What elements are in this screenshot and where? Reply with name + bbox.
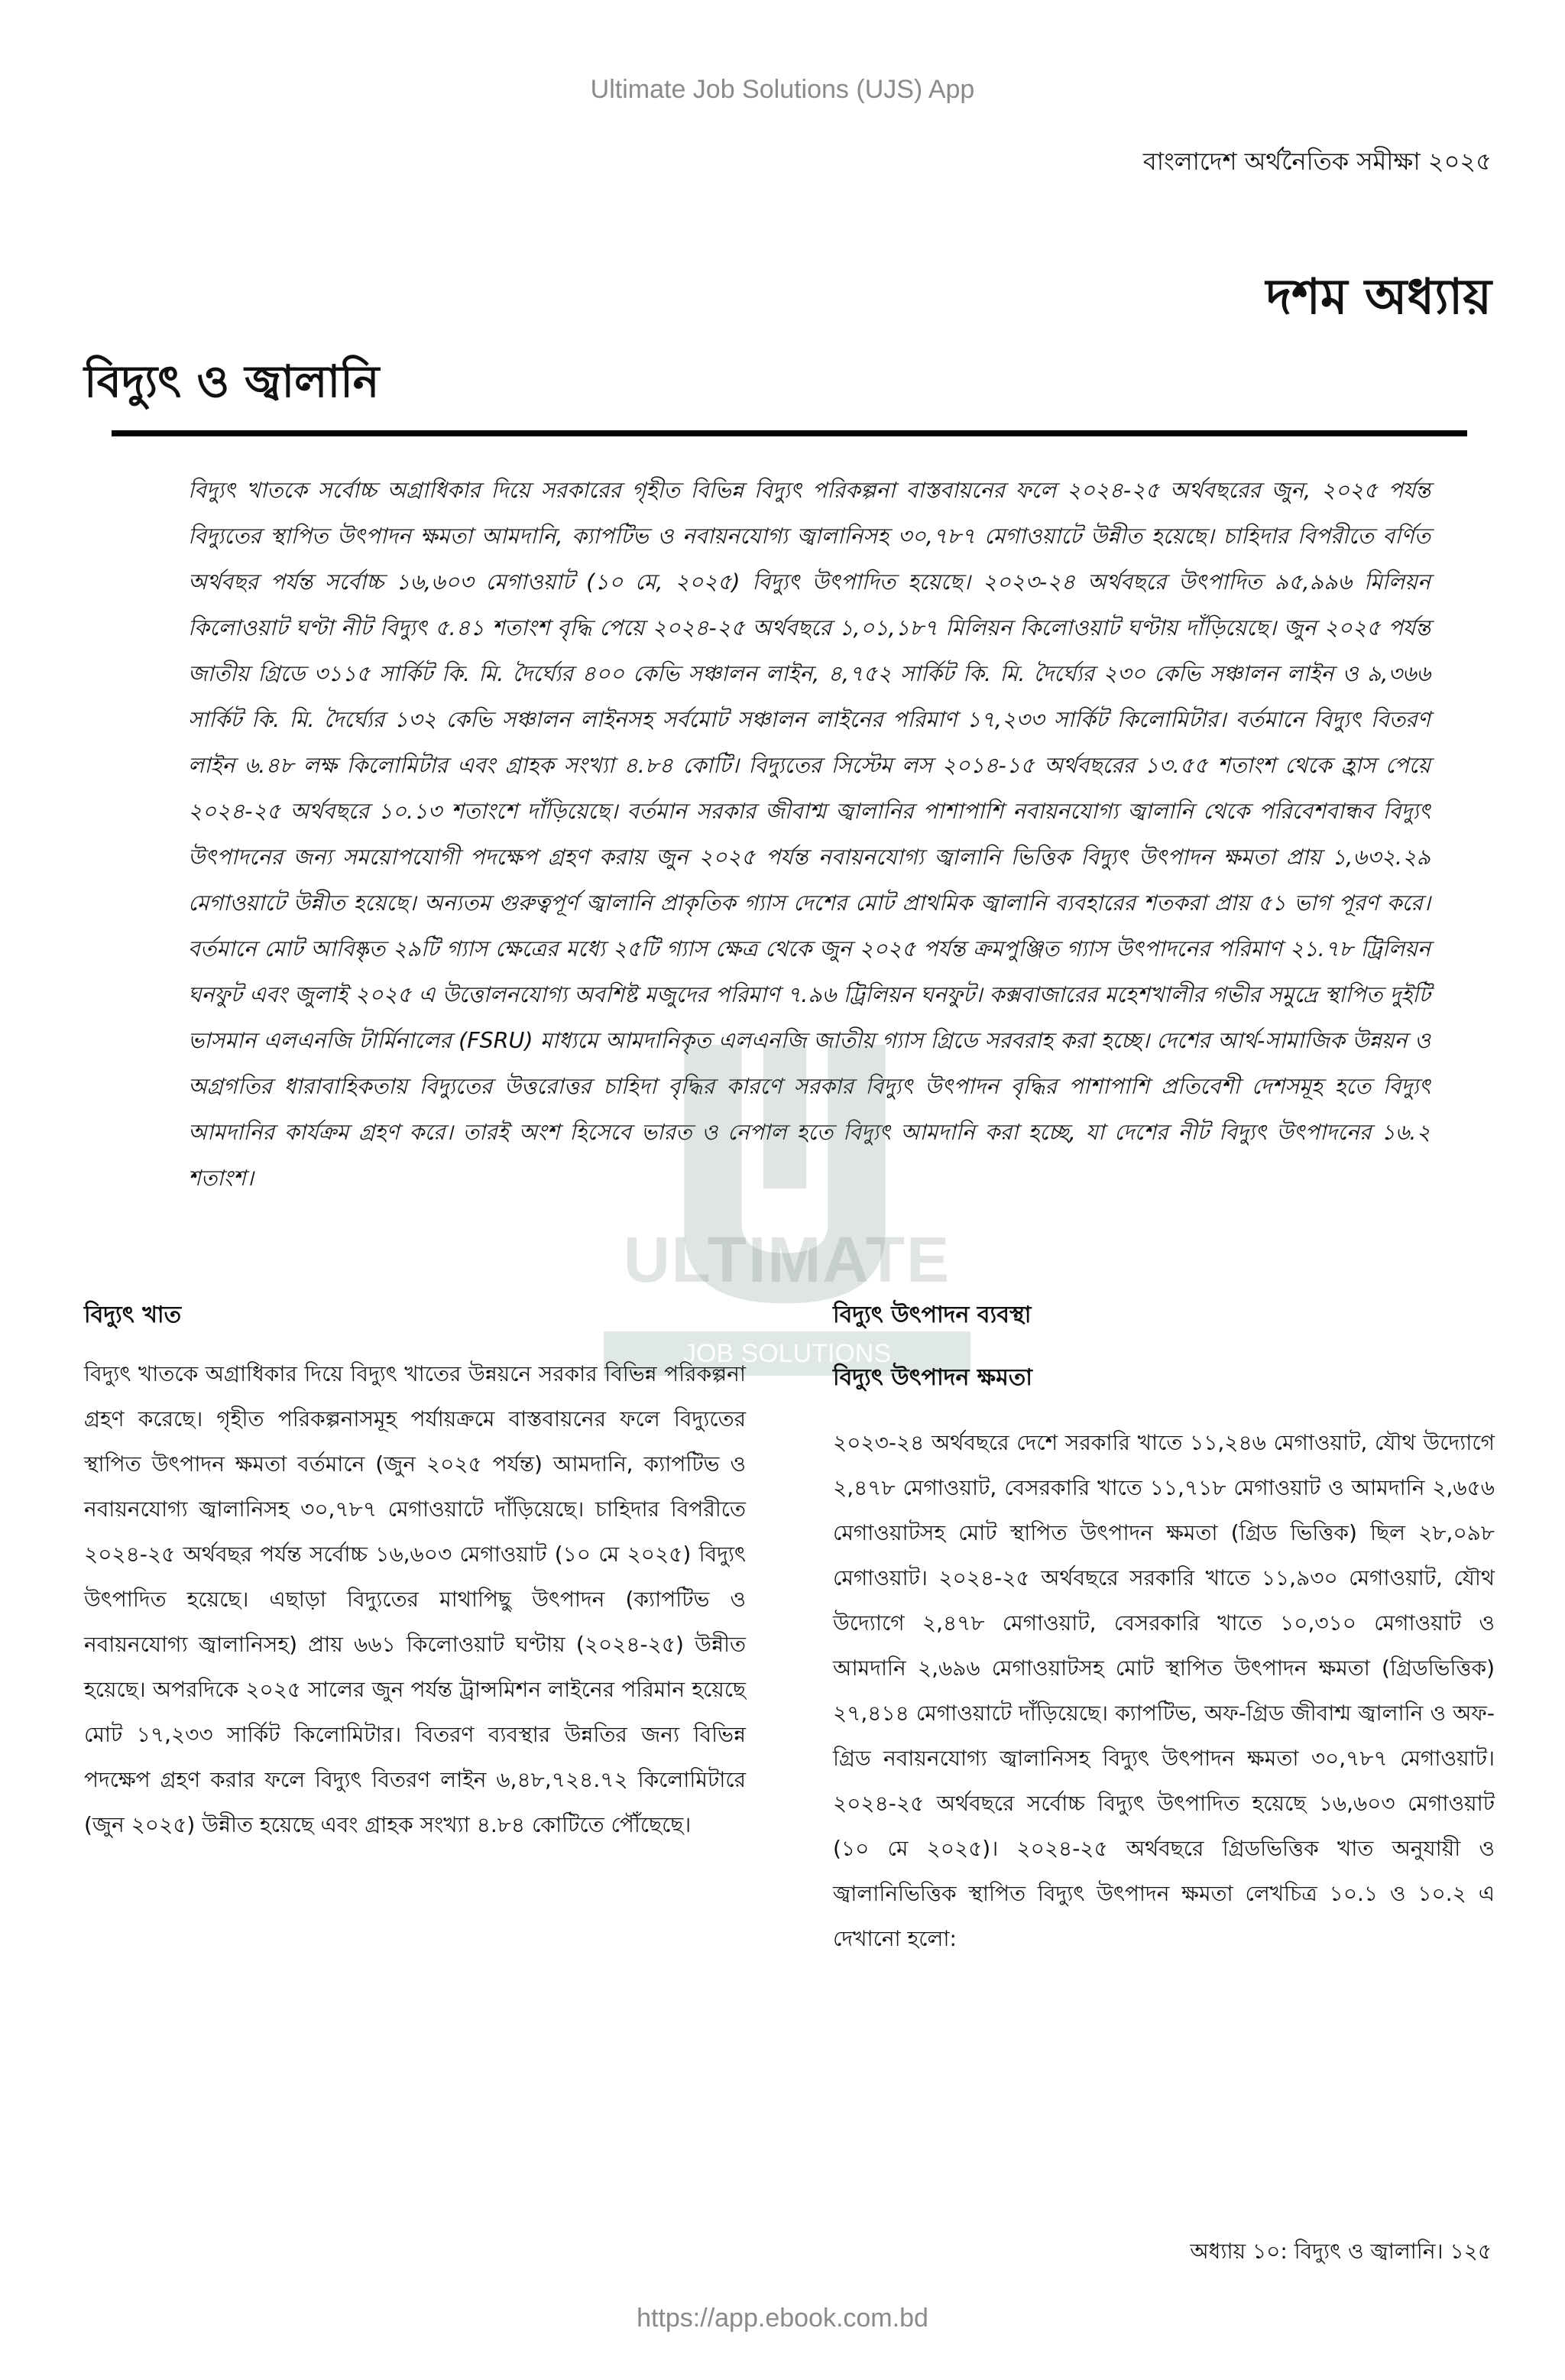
page-footer-label: অধ্যায় ১০: বিদ্যুৎ ও জ্বালানি। ১২৫ — [1190, 2239, 1492, 2264]
watermark-text: ULTIMATE — [623, 1224, 951, 1295]
power-sector-paragraph: বিদ্যুৎ খাতকে অগ্রাধিকার দিয়ে বিদ্যুৎ খাতের উন্নয়নে সরকার বিভিন্ন পরিকল্পনা গ্রহণ করেছে। গৃহীত পরিকল্পনাসমূহ পর্যায়ক্রমে বাস্তবায়নের ফলে বিদ্যুতের স্থাপিত উৎপাদন ক্ষমতা বর্তমানে (জুন ২০২৫ পর্যন্ত) আমদানি, ক্যাপটিভ ও নবায়নযোগ্য জ্বালানিসহ ৩০,৭৮৭ মেগাওয়াটে দাঁড়িয়েছে। চাহিদার বিপরীতে ২০২৪-২৫ অর্থবছর পর্যন্ত সর্বোচ্চ ১৬,৬০৩ মেগাওয়াট (১০ মে ২০২৫) বিদ্যুৎ উৎপাদিত হয়েছে। এছাড়া বিদ্যুতের মাথাপিছু উৎপাদন (ক্যাপটিভ ও নবায়নযোগ্য জ্বালানিসহ) প্রায় ৬৬১ কিলোওয়াট ঘণ্টায় (২০২৪-২৫) উন্নীত হয়েছে। অপরদিকে ২০২৫ সালের জুন পর্যন্ত ট্রান্সমিশন লাইনের পরিমান হয়েছে মোট ১৭,২৩৩ সার্কিট কিলোমিটার। বিতরণ ব্যবস্থার উন্নতির জন্য বিভিন্ন পদক্ষেপ গ্রহণ করার ফলে বিদ্যুৎ বিতরণ লাইন ৬,৪৮,৭২৪.৭২ কিলোমিটারে (জুন ২০২৫) উন্নীত হয়েছে এবং গ্রাহক সংখ্যা ৪.৮৪ কোটিতে পৌঁছেছে। — [84, 1361, 746, 1837]
url-footer: https://app.ebook.com.bd — [637, 2304, 928, 2333]
chapter-title: বিদ্যুৎ ও জ্বালানি — [84, 355, 380, 407]
section-heading-generation-capacity: বিদ্যুৎ উৎপাদন ক্ষমতা — [833, 1364, 1032, 1391]
section-heading-generation-system: বিদ্যুৎ উৎপাদন ব্যবস্থা — [833, 1302, 1032, 1328]
chapter-number: দশম অধ্যায় — [1265, 269, 1492, 326]
chapter-abstract: বিদ্যুৎ খাতকে সর্বোচ্চ অগ্রাধিকার দিয়ে সরকারের গৃহীত বিভিন্ন বিদ্যুৎ পরিকল্পনা বাস্তবায়নের ফলে ২০২৪-২৫ অর্থবছরের জুন, ২০২৫ পর্যন্ত বিদ্যুতের স্থাপিত উৎপাদন ক্ষমতা আমদানি, ক্যাপটিভ ও নবায়নযোগ্য জ্বালানিসহ ৩০,৭৮৭ মেগাওয়াটে উন্নীত হয়েছে। চাহিদার বিপরীতে বর্ণিত অর্থবছর পর্যন্ত সর্বোচ্চ ১৬,৬০৩ মেগাওয়াট (১০ মে, ২০২৫) বিদ্যুৎ উৎপাদিত হয়েছে। ২০২৩-২৪ অর্থবছরে উৎপাদিত ৯৫,৯৯৬ মিলিয়ন কিলোওয়াট ঘণ্টা নীট বিদ্যুৎ ৫.৪১ শতাংশ বৃদ্ধি পেয়ে ২০২৪-২৫ অর্থবছরে ১,০১,১৮৭ মিলিয়ন কিলোওয়াট ঘণ্টায় দাঁড়িয়েছে। জুন ২০২৫ পর্যন্ত জাতীয় গ্রিডে ৩১১৫ সার্কিট কি. মি. দৈর্ঘ্যের ৪০০ কেভি সঞ্চালন লাইন, ৪,৭৫২ সার্কিট কি. মি. দৈর্ঘ্যের ২৩০ কেভি সঞ্চালন লাইন ও ৯,৩৬৬ সার্কিট কি. মি. দৈর্ঘ্যের ১৩২ কেভি সঞ্চালন লাইনসহ সর্বমোট সঞ্চালন লাইনের পরিমাণ ১৭,২৩৩ সার্কিট কিলোমিটার। বর্তমানে বিদ্যুৎ বিতরণ লাইন ৬.৪৮ লক্ষ কিলোমিটার এবং গ্রাহক সংখ্যা ৪.৮৪ কোটি। বিদ্যুতের সিস্টেম লস ২০১৪-১৫ অর্থবছরের ১৩.৫৫ শতাংশ থেকে হ্রাস পেয়ে ২০২৪-২৫ অর্থবছরে ১০.১৩ শতাংশে দাঁড়িয়েছে। বর্তমান সরকার জীবাশ্ম জ্বালানির পাশাপাশি নবায়নযোগ্য জ্বালানি থেকে পরিবেশবান্ধব বিদ্যুৎ উৎপাদনের জন্য সময়োপযোগী পদক্ষেপ গ্রহণ করায় জুন ২০২৫ পর্যন্ত নবায়নযোগ্য জ্বালানি ভিত্তিক বিদ্যুৎ উৎপাদন ক্ষমতা প্রায় ১,৬৩২.২৯ মেগাওয়াটে উন্নীত হয়েছে। অন্যতম গুরুত্বপূর্ণ জ্বালানি প্রাকৃতিক গ্যাস দেশের মোট প্রাথমিক জ্বালানি ব্যবহারের শতকরা প্রায় ৫১ ভাগ পূরণ করে। বর্তমানে মোট আবিষ্কৃত ২৯টি গ্যাস ক্ষেত্রের মধ্যে ২৫টি গ্যাস ক্ষেত্র থেকে জুন ২০২৫ পর্যন্ত ক্রমপুঞ্জিত গ্যাস উৎপাদনের পরিমাণ ২১.৭৮ ট্রিলিয়ন ঘনফুট এবং জুলাই ২০২৫ এ উত্তোলনযোগ্য অবশিষ্ট মজুদের পরিমাণ ৭.৯৬ ট্রিলিয়ন ঘনফুট। কক্সবাজারের মহেশখালীর গভীর সমুদ্রে স্থাপিত দুইটি ভাসমান এলএনজি টার্মিনালের (FSRU) মাধ্যমে আমদানিকৃত এলএনজি জাতীয় গ্যাস গ্রিডে সরবরাহ করা হচ্ছে। দেশের আর্থ-সামাজিক উন্নয়ন ও অগ্রগতির ধারাবাহিকতায় বিদ্যুতের উত্তরোত্তর চাহিদা বৃদ্ধির কারণে সরকার বিদ্যুৎ উৎপাদন বৃদ্ধির পাশাপাশি প্রতিবেশী দেশসমূহ হতে বিদ্যুৎ আমদানির কার্যক্রম গ্রহণ করে। তারই অংশ হিসেবে ভারত ও নেপাল হতে বিদ্যুৎ আমদানি করা হচ্ছে, যা দেশের নীট বিদ্যুৎ উৎপাদনের ১৬.২ শতাংশ। — [188, 478, 1431, 1191]
generation-capacity-paragraph: ২০২৩-২৪ অর্থবছরে দেশে সরকারি খাতে ১১,২৪৬ মেগাওয়াট, যৌথ উদ্যোগে ২,৪৭৮ মেগাওয়াট, বেসরকারি খাতে ১১,৭১৮ মেগাওয়াট ও আমদানি ২,৬৫৬ মেগাওয়াটসহ মোট স্থাপিত উৎপাদন ক্ষমতা (গ্রিড ভিত্তিক) ছিল ২৮,০৯৮ মেগাওয়াট। ২০২৪-২৫ অর্থবছরে সরকারি খাতে ১১,৯৩০ মেগাওয়াট, যৌথ উদ্যোগে ২,৪৭৮ মেগাওয়াট, বেসরকারি খাতে ১০,৩১০ মেগাওয়াট ও আমদানি ২,৬৯৬ মেগাওয়াটসহ মোট স্থাপিত উৎপাদন ক্ষমতা (গ্রিডভিত্তিক) ২৭,৪১৪ মেগাওয়াটে দাঁড়িয়েছে। ক্যাপটিভ, অফ-গ্রিড জীবাশ্ম জ্বালানি ও অফ-গ্রিড নবায়নযোগ্য জ্বালানিসহ বিদ্যুৎ উৎপাদন ক্ষমতা ৩০,৭৮৭ মেগাওয়াট। ২০২৪-২৫ অর্থবছরে সর্বোচ্চ বিদ্যুৎ উৎপাদিত হয়েছে ১৬,৬০৩ মেগাওয়াট (১০ মে ২০২৫)। ২০২৪-২৫ অর্থবছরে গ্রিডভিত্তিক খাত অনুযায়ী ও জ্বালানিভিত্তিক স্থাপিত বিদ্যুৎ উৎপাদন ক্ষমতা লেখচিত্র ১০.১ ও ১০.২ এ দেখানো হলো: — [833, 1430, 1495, 1951]
app-header: Ultimate Job Solutions (UJS) App — [590, 75, 975, 104]
watermark-subtext: JOB SOLUTIONS — [604, 1331, 970, 1376]
title-rule — [112, 430, 1467, 436]
section-heading-power-sector: বিদ্যুৎ খাত — [84, 1302, 182, 1328]
running-header: বাংলাদেশ অর্থনৈতিক সমীক্ষা ২০২৫ — [1142, 147, 1492, 176]
